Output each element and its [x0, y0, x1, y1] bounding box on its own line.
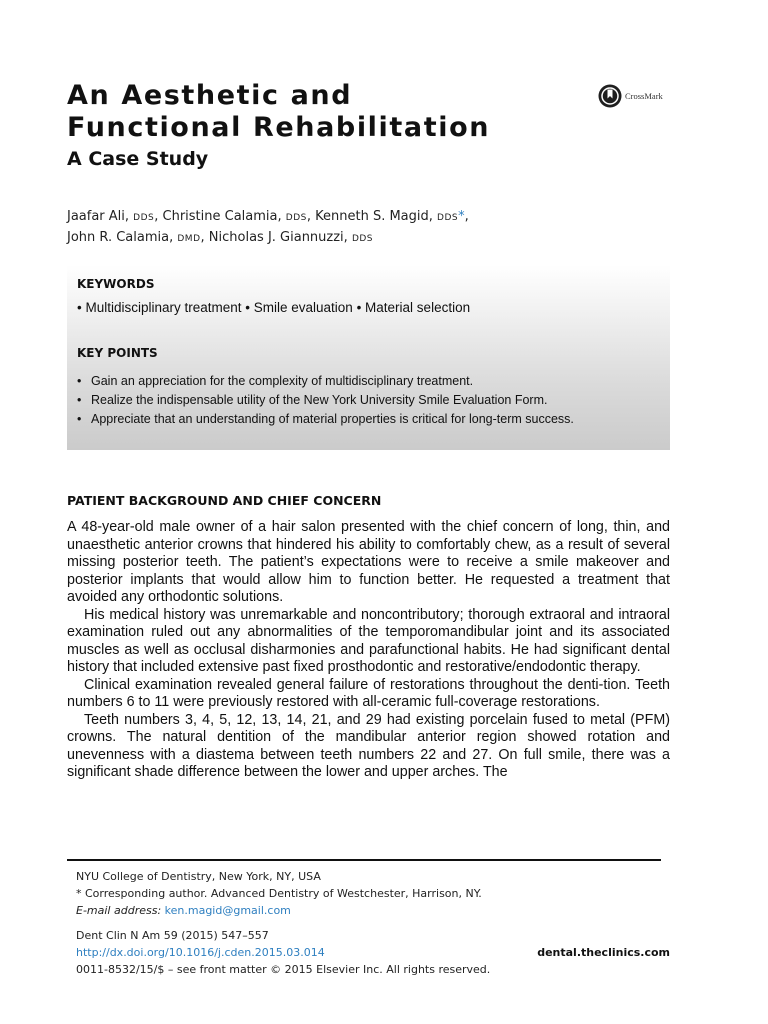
author-list: Jaafar Ali, DDS, Christine Calamia, DDS, Kenneth S. Magid, DDS*, John R. Calamia, DMD, Nicholas J. Giannuzzi, DDS [67, 209, 469, 245]
title-line-2: Functional Rehabilitation [67, 112, 491, 143]
author-degree: DMD [177, 234, 201, 244]
paragraph: Teeth numbers 3, 4, 5, 12, 13, 14, 21, and 29 had existing porcelain fused to metal (PFM) crowns. The natural dentition of the mandibular anterior region showed rotation and unevenness with a diastema between teeth numbers 22 and 27. On full smile, there was a significant shade difference between the lower and upper arches. The [67, 711, 670, 780]
keywords-keypoints-box [67, 265, 670, 450]
email-label: E-mail address: [76, 904, 162, 917]
keywords-heading: KEYWORDS [77, 277, 155, 291]
footnote-divider [67, 859, 661, 861]
keywords-list: • Multidisciplinary treatment • Smile evaluation • Material selection [77, 300, 471, 315]
author-name: Christine Calamia [162, 209, 278, 224]
body-text [67, 519, 670, 782]
title-line-1: An Aesthetic and [67, 80, 353, 111]
paragraph: Clinical examination revealed general failure of restorations throughout the denti-tion. Teeth numbers 6 to 11 were previously restored with all-ceramic full-coverage restorations. [67, 676, 670, 710]
journal-citation: Dent Clin N Am 59 (2015) 547–557 [76, 929, 269, 942]
key-point-item: • Gain an appreciation for the complexity of multidisciplinary treatment. [77, 372, 574, 391]
paragraph: His medical history was unremarkable and noncontributory; thorough extraoral and intraoral examination ruled out any abnormalities of the temporomandibular joint and its associated muscles as well as occlusal disharmonies and parafunctional habits. He had significant dental history that included extensive past fixed prosthodontic and restorative/endodontic therapy. [67, 606, 670, 675]
article-subtitle: A Case Study [67, 148, 209, 170]
copyright-notice: 0011-8532/15/$ – see front matter © 2015 Elsevier Inc. All rights reserved. [76, 963, 491, 976]
key-point-item: • Appreciate that an understanding of material properties is critical for long-term success. [77, 410, 574, 429]
footnotes [76, 868, 676, 978]
author-name: Nicholas J. Giannuzzi [208, 230, 344, 245]
email-link[interactable]: ken.magid@gmail.com [164, 904, 291, 917]
corresponding-author-note: * Corresponding author. Advanced Dentistry of Westchester, Harrison, NY. [76, 887, 482, 900]
section-heading: PATIENT BACKGROUND AND CHIEF CONCERN [67, 493, 382, 508]
author-degree: DDS [133, 213, 155, 223]
key-points-heading: KEY POINTS [77, 346, 158, 360]
paragraph: A 48-year-old male owner of a hair salon presented with the chief concern of long, thin, and unaesthetic anterior crowns that hindered his ability to comfortably chew, as a result of several missing posterior teeth. The patient’s expectations were to receive a smile makeover and posterior implants that would allow him to function better. He requested a treatment that avoided any orthodontic solutions. [67, 519, 670, 605]
author-degree: DDS [285, 213, 307, 223]
author-name: Jaafar Ali [67, 209, 125, 224]
doi-link[interactable]: http://dx.doi.org/10.1016/j.cden.2015.03.014 [76, 946, 325, 959]
doi-row [76, 944, 676, 961]
affiliation-note: NYU College of Dentistry, New York, NY, USA [76, 870, 321, 883]
email-line [76, 902, 676, 919]
author-name: John R. Calamia [67, 230, 170, 245]
key-point-item: • Realize the indispensable utility of the New York University Smile Evaluation Form. [77, 391, 574, 410]
crossmark-icon [598, 84, 622, 108]
author-name: Kenneth S. Magid [315, 209, 429, 224]
crossmark-label: CrossMark [625, 91, 663, 101]
journal-website[interactable]: dental.theclinics.com [537, 946, 670, 959]
key-points-list [77, 372, 574, 429]
author-degree: DDS [437, 213, 459, 223]
author-degree: DDS [351, 234, 374, 244]
corresponding-author-marker[interactable]: * [458, 209, 465, 224]
article-title [67, 80, 490, 144]
crossmark-badge[interactable] [598, 84, 663, 108]
